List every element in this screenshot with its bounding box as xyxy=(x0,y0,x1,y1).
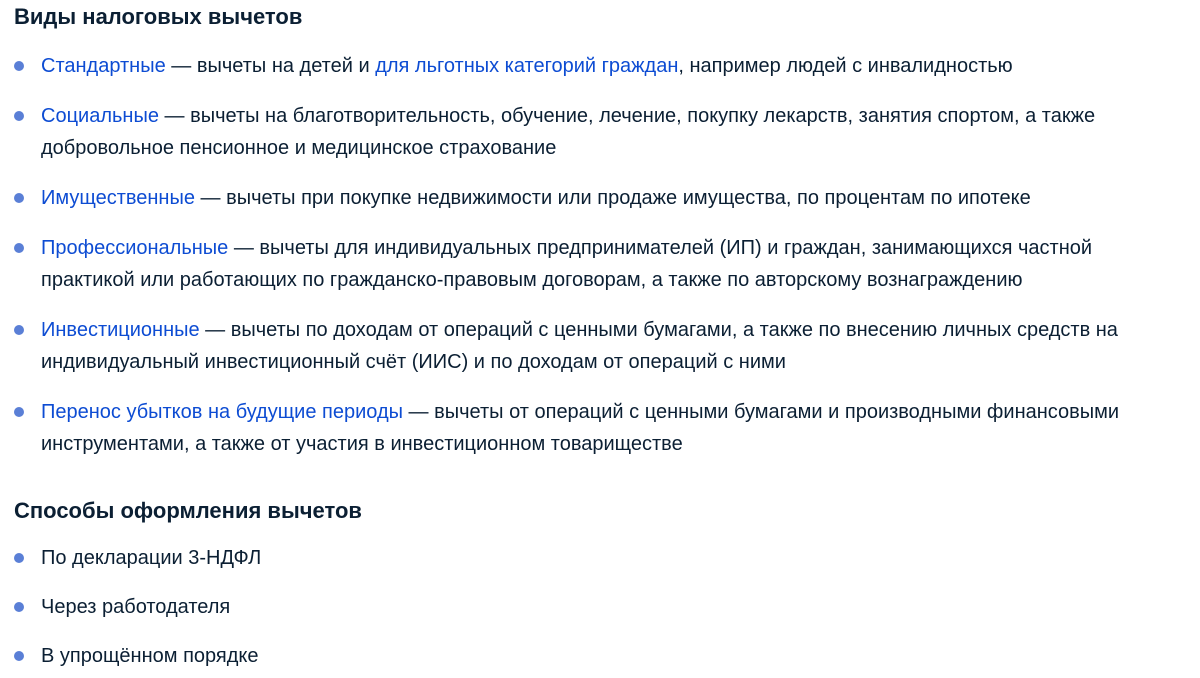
item-text: — вычеты по доходам от операций с ценными бумагами, а также по внесению личных средств на индивидуальный инвестиционный счёт (ИИС) и по доходам от операций с ними xyxy=(41,319,1118,373)
link-professional[interactable]: Профессиональные xyxy=(41,237,229,259)
list-item-professional xyxy=(14,232,1186,296)
bullet-dot-icon xyxy=(14,111,24,121)
list-item-investment xyxy=(14,314,1186,378)
list-item-method xyxy=(14,591,1186,623)
list-item-social xyxy=(14,100,1186,164)
types-section-title: Виды налоговых вычетов xyxy=(14,4,303,29)
item-text: — вычеты от операций с ценными бумагами и производными финансовыми инструментами, а также от участия в инвестиционном товариществе xyxy=(41,401,1120,455)
list-item-method xyxy=(14,542,1186,574)
bullet-dot-icon xyxy=(14,61,24,71)
methods-section-title: Способы оформления вычетов xyxy=(14,498,362,523)
deduction-methods-list xyxy=(14,542,1186,672)
item-text: — вычеты при покупке недвижимости или продаже имущества, по процентам по ипотеке xyxy=(194,187,1031,209)
link-property[interactable]: Имущественные xyxy=(41,187,195,209)
link-standard[interactable]: Стандартные xyxy=(41,55,166,77)
list-item-method xyxy=(14,640,1186,672)
bullet-dot-icon xyxy=(14,553,24,563)
item-text: — вычеты для индивидуальных предпринимателей (ИП) и граждан, занимающихся частной практикой или работающих по гражданско-правовым договорам, а также по авторскому вознаграждению xyxy=(41,237,1093,291)
method-label: Через работодателя xyxy=(41,596,231,618)
method-label: По декларации 3-НДФЛ xyxy=(41,547,262,569)
list-item-property xyxy=(14,182,1186,214)
link-social[interactable]: Социальные xyxy=(41,105,159,127)
link-privileged-categories[interactable]: для льготных категорий граждан xyxy=(375,55,679,77)
item-text: , например людей с инвалидностью xyxy=(678,55,1013,77)
list-item-loss-carryforward xyxy=(14,396,1186,460)
item-text: — вычеты на благотворительность, обучение, лечение, покупку лекарств, занятия спортом, а также добровольное пенсионное и медицинское страхование xyxy=(41,105,1096,159)
deduction-types-list xyxy=(14,50,1186,460)
item-text: — вычеты на детей и xyxy=(165,55,376,77)
bullet-dot-icon xyxy=(14,651,24,661)
bullet-dot-icon xyxy=(14,243,24,253)
list-item-standard xyxy=(14,50,1186,82)
link-investment[interactable]: Инвестиционные xyxy=(41,319,200,341)
bullet-dot-icon xyxy=(14,407,24,417)
link-loss-carryforward[interactable]: Перенос убытков на будущие периоды xyxy=(41,401,403,423)
bullet-dot-icon xyxy=(14,602,24,612)
bullet-dot-icon xyxy=(14,325,24,335)
method-label: В упрощённом порядке xyxy=(41,645,259,667)
bullet-dot-icon xyxy=(14,193,24,203)
